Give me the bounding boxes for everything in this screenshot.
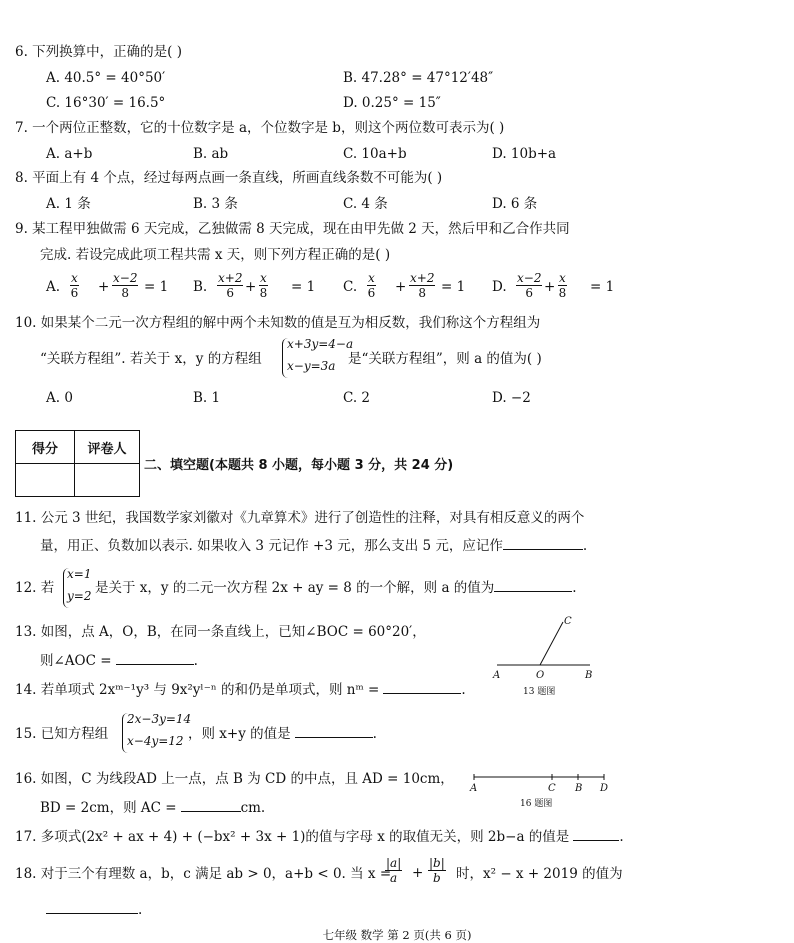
q9-option-label: C. — [343, 279, 358, 295]
fraction-denominator: 6 — [525, 286, 534, 300]
fraction-denominator: 8 — [259, 286, 268, 300]
page-footer: 七年级 数学 第 2 页(共 6 页) — [322, 928, 472, 942]
fraction-denominator: 6 — [70, 286, 79, 300]
q7-stem: 7. 一个两位正整数，它的十位数字是 a，个位数字是 b，则这个两位数可表示为( ) — [15, 120, 505, 136]
q14-line — [15, 684, 466, 698]
q10-option-b: B. 1 — [193, 390, 221, 406]
q10-equation-system — [282, 338, 353, 378]
q13-line1: 13. 如图，点 A，O，B，在同一条直线上，已知∠BOC = 60°20′， — [15, 624, 426, 640]
q13-ray-oc — [540, 622, 563, 665]
q18-frac1-num: |a| — [386, 856, 402, 870]
fraction-numerator: x−2 — [517, 271, 542, 285]
q16-answer-blank[interactable] — [181, 810, 241, 812]
q11-period: . — [582, 538, 588, 554]
q18-pre: 18. 对于三个有理数 a，b，c 满足 ab > 0，a+b < 0. 当 x = — [15, 866, 392, 882]
equals-one: = 1 — [441, 279, 466, 295]
q6-stem: 6. 下列换算中，正确的是( ) — [15, 44, 182, 60]
q8-option-d: D. 6 条 — [492, 196, 538, 212]
q6-option-a: A. 40.5° = 40°50′ — [46, 70, 166, 86]
fraction-denominator: 6 — [226, 286, 235, 300]
q14-answer-blank[interactable] — [383, 692, 461, 694]
q16-text: BD = 2cm，则 AC = — [40, 800, 177, 816]
equals-one: = 1 — [291, 279, 316, 295]
section-2-title: 二、填空题(本题共 8 小题，每小题 3 分，共 24 分) — [144, 458, 454, 473]
q13-line2 — [40, 655, 198, 669]
q11-line1: 11. 公元 3 世纪，我国数学家刘徽对《九章算术》进行了创造性的注释，对具有相反意义的两个 — [15, 510, 585, 526]
q18-post: 时，x² − x + 2019 的值为 — [456, 866, 623, 882]
score-cell[interactable] — [16, 464, 75, 497]
q12-answer-blank[interactable] — [494, 590, 572, 592]
q10-option-c: C. 2 — [343, 390, 371, 406]
q16-line1: 16. 如图，C 为线段AD 上一点，点 B 为 CD 的中点，且 AD = 10cm， — [15, 771, 454, 787]
q18-frac2-num: |b| — [429, 856, 445, 870]
q17-answer-blank[interactable] — [573, 839, 619, 841]
q13-label-c: C — [564, 616, 572, 627]
fraction-numerator: x−2 — [113, 271, 138, 285]
q18-period: . — [138, 902, 143, 918]
q11-answer-blank[interactable] — [503, 548, 583, 550]
q10-stem-line2a: “关联方程组”. 若关于 x，y 的方程组 — [40, 351, 262, 367]
q16-unit: cm. — [240, 800, 266, 816]
plus-sign: + — [245, 279, 257, 295]
q8-option-c: C. 4 条 — [343, 196, 388, 212]
q7-option-d: D. 10b+a — [492, 146, 557, 162]
q16-line2 — [40, 802, 265, 816]
equals-one: = 1 — [590, 279, 615, 295]
q18-frac2-den: b — [433, 871, 441, 885]
q12-line — [95, 582, 577, 596]
plus-sign: + — [544, 279, 556, 295]
q16-label-b: B — [575, 783, 583, 794]
q9-option-label: A. — [46, 279, 61, 295]
q13-caption: 13 题图 — [523, 687, 556, 697]
q9-stem-line2: 完成. 若设完成此项工程共需 x 天，则下列方程正确的是( ) — [40, 247, 391, 263]
q13-label-a: A — [493, 670, 501, 681]
score-table — [15, 430, 140, 497]
plus-sign: + — [98, 279, 110, 295]
q10-eq2: x−y=3a — [287, 359, 336, 373]
q11-line2-text: 量，用正、负数加以表示. 如果收入 3 元记作 +3 元，那么支出 5 元，应记作 — [40, 538, 503, 554]
fraction-denominator: 8 — [558, 286, 567, 300]
q17-line — [15, 831, 624, 845]
q18-answer-blank[interactable] — [46, 912, 138, 914]
q15-text: ，则 x+y 的值是 — [188, 726, 291, 742]
q13-period: . — [193, 653, 198, 669]
q16-label-d: D — [600, 783, 609, 794]
fraction-numerator: x+2 — [218, 271, 243, 285]
q8-stem: 8. 平面上有 4 个点，经过每两点画一条直线，所画直线条数不可能为( ) — [15, 170, 443, 186]
q9-stem-line1: 9. 某工程甲独做需 6 天完成，乙独做需 8 天完成，现在由甲先做 2 天，然后甲和乙合作共同 — [15, 221, 570, 237]
q10-stem-line2b: 是“关联方程组”，则 a 的值为( ) — [348, 351, 542, 367]
q9-option-label: D. — [492, 279, 507, 295]
equals-one: = 1 — [144, 279, 169, 295]
q13-text: 则∠AOC = — [40, 653, 112, 669]
q7-option-a: A. a+b — [46, 146, 93, 162]
q18-line2 — [46, 904, 142, 918]
q15-eq2: x−4y=12 — [127, 734, 184, 748]
q15-eq1: 2x−3y=14 — [127, 712, 192, 726]
q12-eq2: y=2 — [67, 589, 92, 603]
q17-period: . — [619, 829, 624, 845]
score-header: 得分 — [16, 431, 75, 464]
q12-pre: 12. 若 — [15, 580, 55, 596]
grader-cell[interactable] — [75, 464, 140, 497]
q10-stem-line1: 10. 如果某个二元一次方程组的解中两个未知数的值是互为相反数，我们称这个方程组为 — [15, 315, 541, 331]
q14-text: 14. 若单项式 2xᵐ⁻¹y³ 与 9x²yˡ⁻ⁿ 的和仍是单项式，则 nᵐ = — [15, 682, 380, 698]
fraction-denominator: 8 — [121, 286, 130, 300]
q16-label-a: A — [470, 783, 478, 794]
q9-fraction — [112, 272, 138, 299]
fraction-numerator: x — [559, 271, 566, 285]
q12-period: . — [572, 580, 577, 596]
q13-figure — [485, 610, 600, 700]
q6-option-c: C. 16°30′ = 16.5° — [46, 95, 166, 111]
q15-line — [188, 728, 377, 742]
q10-option-a: A. 0 — [46, 390, 73, 406]
q8-option-a: A. 1 条 — [46, 196, 91, 212]
q10-option-d: D. −2 — [492, 390, 531, 406]
q15-period: . — [372, 726, 377, 742]
q14-period: . — [461, 682, 466, 698]
q12-eq1: x=1 — [67, 567, 92, 581]
q16-figure — [462, 767, 612, 812]
q18-plus: + — [412, 865, 424, 881]
plus-sign: + — [395, 279, 407, 295]
fraction-numerator: x — [368, 271, 375, 285]
q16-label-c: C — [548, 783, 556, 794]
q9-fraction — [70, 272, 79, 299]
q10-eq1: x+3y=4−a — [287, 337, 354, 351]
q13-label-o: O — [536, 670, 545, 681]
q8-option-b: B. 3 条 — [193, 196, 238, 212]
q7-option-b: B. ab — [193, 146, 229, 162]
q7-option-c: C. 10a+b — [343, 146, 407, 162]
q6-option-d: D. 0.25° = 15″ — [343, 95, 441, 111]
grader-header: 评卷人 — [75, 431, 140, 464]
fraction-numerator: x — [71, 271, 78, 285]
q15-answer-blank[interactable] — [295, 736, 373, 738]
fraction-numerator: x+2 — [410, 271, 435, 285]
q9-fraction — [516, 272, 542, 299]
q15-pre: 15. 已知方程组 — [15, 726, 109, 742]
q16-caption: 16 题图 — [520, 799, 553, 809]
q9-fraction — [259, 272, 268, 299]
fraction-numerator: x — [260, 271, 267, 285]
q6-option-b: B. 47.28° = 47°12′48″ — [343, 70, 494, 86]
q18-frac1-den: a — [390, 871, 398, 885]
q12-text: 是关于 x，y 的二元一次方程 2x + ay = 8 的一个解，则 a 的值为 — [95, 580, 495, 596]
q13-answer-blank[interactable] — [116, 663, 194, 665]
q17-text: 17. 多项式(2x² + ax + 4) + (−bx² + 3x + 1)的值与字母 x 的取值无关，则 2b−a 的值是 — [15, 829, 570, 845]
q9-fraction — [367, 272, 376, 299]
fraction-denominator: 8 — [418, 286, 427, 300]
q9-option-label: B. — [193, 279, 208, 295]
q15-equation-system — [122, 713, 191, 753]
q11-line2 — [40, 540, 587, 554]
q9-fraction — [217, 272, 243, 299]
q18-fraction-a — [385, 857, 402, 884]
q9-fraction — [558, 272, 567, 299]
q12-solution-system — [63, 568, 91, 608]
q9-fraction — [409, 272, 435, 299]
q18-fraction-b — [428, 857, 446, 884]
fraction-denominator: 6 — [367, 286, 376, 300]
q13-label-b: B — [585, 670, 593, 681]
